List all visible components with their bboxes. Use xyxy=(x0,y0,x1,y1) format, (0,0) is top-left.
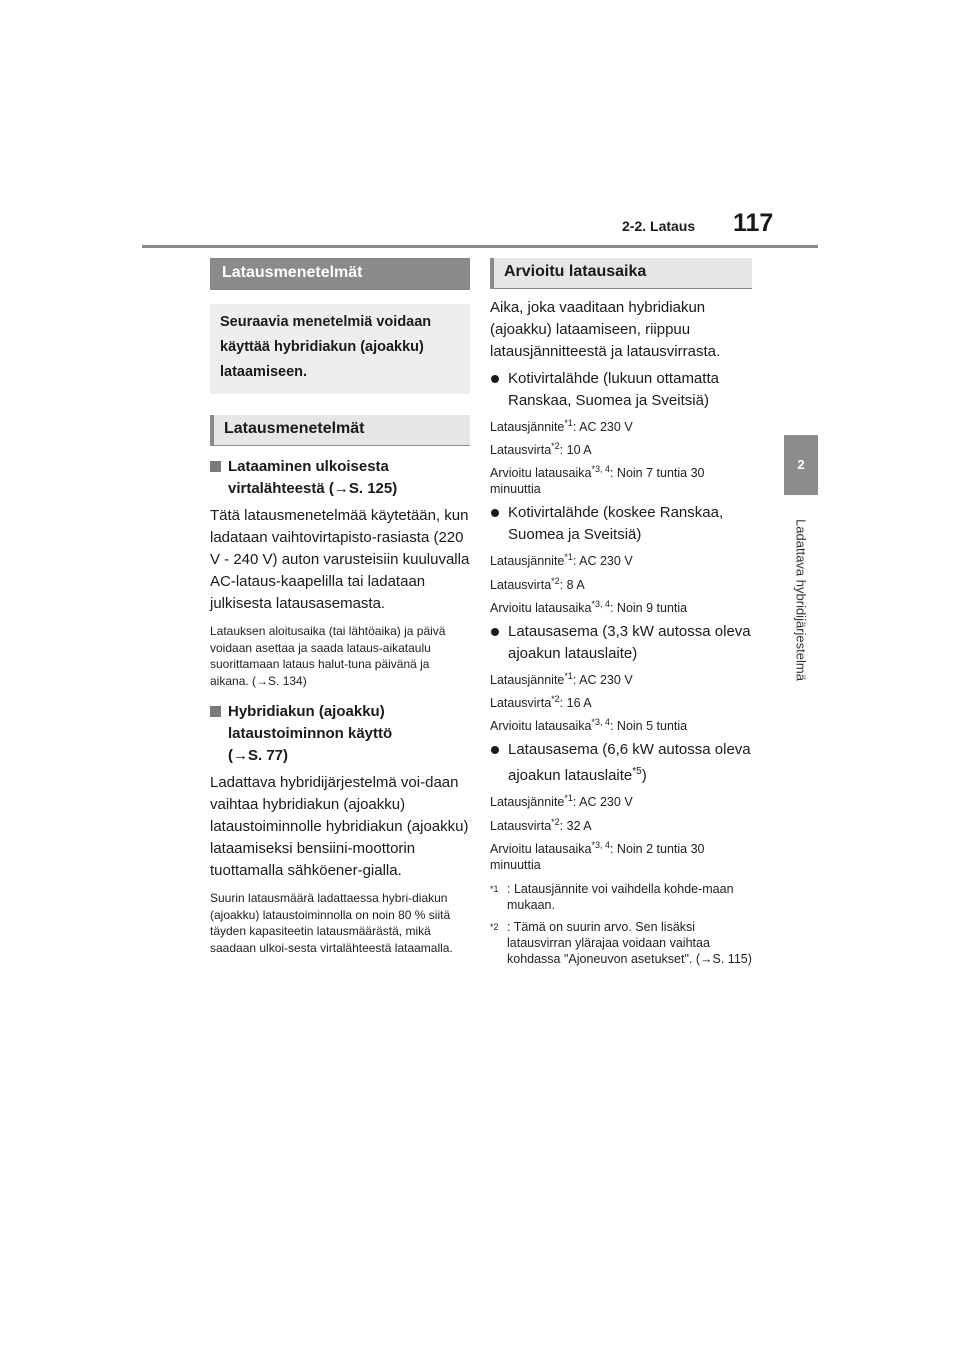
spec-current: Latausvirta$^{*2}$: 16 A xyxy=(490,694,592,711)
chapter-label: Ladattava hybridijärjestelmä xyxy=(793,519,809,681)
spec-voltage: Latausjännite$^{*1}$: AC 230 V xyxy=(490,552,633,569)
spec-time: Arvioitu latausaika$^{*3, 4}$: Noin 5 tuntia xyxy=(490,717,688,734)
spec-time: Arvioitu latausaika$^{*3, 4}$: Noin 7 tuntia 30 minuuttia xyxy=(490,464,705,497)
charging-case-item xyxy=(490,368,752,412)
section-heading-charging-time: Arvioitu latausaika xyxy=(490,258,752,289)
intro-box: Seuraavia menetelmiä voidaan käyttää hybridiakun (ajoakku) lataamiseen. xyxy=(210,304,470,394)
bullet-icon xyxy=(491,746,499,754)
subsection-title-line: Lataaminen ulkoisesta xyxy=(228,458,389,475)
subsection-title-line: Hybridiakun (ajoakku) xyxy=(228,703,385,720)
header-divider xyxy=(142,245,818,248)
bullet-icon xyxy=(491,375,499,383)
right-column xyxy=(490,258,752,967)
bullet-icon xyxy=(491,509,499,517)
charging-case-title: Latausasema (3,3 kW autossa oleva ajoakun latauslaite) xyxy=(508,622,751,662)
footnote: $^{*1}$ : Latausjännite voi vaihdella kohde-maan mukaan. xyxy=(490,881,734,912)
section-heading-sub: Latausmenetelmät xyxy=(210,415,470,446)
charging-case-title: Kotivirtalähde (lukuun ottamatta Ranskaa, Suomea ja Sveitsiä) xyxy=(508,370,719,409)
left-column xyxy=(210,258,470,956)
bullet-icon xyxy=(491,628,499,636)
spec-current: Latausvirta$^{*2}$: 10 A xyxy=(490,441,592,458)
subsection-battery-charge-mode xyxy=(210,701,470,767)
paragraph: Aika, joka vaaditaan hybridiakun (ajoakku) lataamiseen, riippuu latausjännitteestä ja latausvirrasta. xyxy=(490,299,721,360)
square-bullet-icon xyxy=(210,706,221,717)
subsection-title-line: lataustoiminnon käyttö xyxy=(228,725,393,742)
square-bullet-icon xyxy=(210,461,221,472)
section-heading-main: Latausmenetelmät xyxy=(210,258,470,290)
spec-current: Latausvirta$^{*2}$: 8 A xyxy=(490,575,585,592)
spec-voltage: Latausjännite$^{*1}$: AC 230 V xyxy=(490,670,633,688)
paragraph: Tätä latausmenetelmää käytetään, kun ladataan vaihtovirtapisto-rasiasta (220 V - 240 V) auton varusteisiin kuuluvalla AC-lataus-kaapelilla tai ladataan julkisesta latausasemasta. xyxy=(210,507,470,612)
spec-time: Arvioitu latausaika$^{*3, 4}$: Noin 2 tuntia 30 minuuttia xyxy=(490,839,705,872)
charging-case-item xyxy=(490,502,752,546)
paragraph: Ladattava hybridijärjestelmä voi-daan vaihtaa hybridiakun (ajoakku) lataustoiminnolle hybridiakun (ajoakku) lataamiseksi bensiini-moottorin tuottamalla sähköener-gialla. xyxy=(210,774,469,879)
page-number: 117 xyxy=(733,209,774,237)
footnote: $^{*2}$ : Tämä on suurin arvo. Sen lisäksi latausvirran ylärajaa voidaan vaihtaa kohdassa "Ajoneuvon asetukset". (→S. 115) xyxy=(490,919,752,966)
note-text: Suurin latausmäärä ladattaessa hybri-diakun (ajoakku) lataustoiminnolla on noin 80 % siitä täyden kapasiteetin latausmäärästä, mikä saadaan ulkoi-sesta virtalähteestä lataamalla. xyxy=(210,891,453,955)
charging-case-item: Latausasema (6,6 kW autossa oleva ajoakun latauslaite$^{*5}$) xyxy=(490,739,752,787)
footnote-ref: *5 xyxy=(632,766,642,778)
charging-case-title: Kotivirtalähde (koskee Ranskaa, Suomea ja Sveitsiä) xyxy=(508,504,724,544)
charging-case-title: Latausasema (6,6 kW autossa oleva ajoakun latauslaite xyxy=(508,741,751,785)
spec-voltage: Latausjännite$^{*1}$: AC 230 V xyxy=(490,793,633,810)
chapter-tab: 2 xyxy=(784,435,818,495)
subsection-external-charging xyxy=(210,456,470,500)
subsection-title-line: (→S. 77) xyxy=(228,747,289,764)
charging-case-item xyxy=(490,621,752,665)
subsection-title-line: virtalähteestä (→S. 125) xyxy=(228,480,398,497)
spec-time: Arvioitu latausaika$^{*3, 4}$: Noin 9 tuntia xyxy=(490,598,688,615)
section-title: 2-2. Lataus xyxy=(622,218,696,234)
spec-voltage: Latausjännite$^{*1}$: AC 230 V xyxy=(490,418,633,435)
spec-current: Latausvirta$^{*2}$: 32 A xyxy=(490,816,592,833)
note-text: Latauksen aloitusaika (tai lähtöaika) ja päivä voidaan asettaa ja saada lataus-aikataulu suorittamaan lataus halut-tuna päivänä ja aikana. (→S. 134) xyxy=(210,624,446,688)
